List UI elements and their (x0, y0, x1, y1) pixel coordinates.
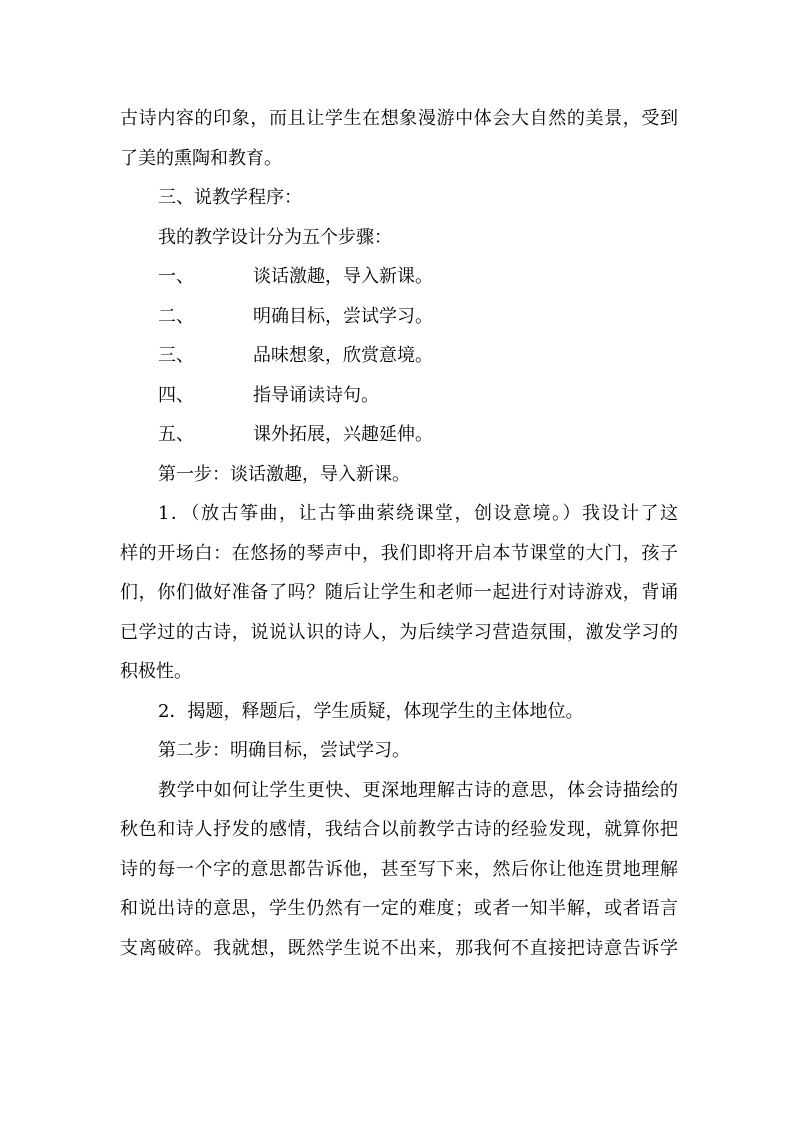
paragraph-line: 教学中如何让学生更快、更深地理解古诗的意思，体会诗描绘的 (158, 779, 678, 801)
step-number: 五、 (158, 424, 194, 445)
step-number: 一、 (158, 266, 194, 287)
paragraph-line: 秋色和诗人抒发的感情，我结合以前教学古诗的经验发现，就算你把 (120, 819, 678, 840)
step-text: 课外拓展，兴趣延伸。 (253, 424, 433, 445)
paragraph-line: 们，你们做好准备了吗？随后让学生和老师一起进行对诗游戏，背诵 (120, 582, 678, 603)
step-text: 明确目标，尝试学习。 (253, 305, 433, 327)
step-text: 谈话激趣，导入新课。 (253, 266, 433, 287)
step1-heading: 第一步：谈话激趣，导入新课。 (158, 463, 410, 485)
paragraph-line: 2．揭题，释题后，学生质疑，体现学生的主体地位。 (158, 700, 584, 722)
intro-line: 古诗内容的印象，而且让学生在想象漫游中体会大自然的美景，受到 (120, 108, 678, 129)
intro-line: 了美的熏陶和教育。 (120, 147, 282, 169)
step-list-item (120, 257, 678, 297)
step-list-item (120, 297, 678, 337)
paragraph-line: 样的开场白：在悠扬的琴声中，我们即将开启本节课堂的大门，孩子 (120, 542, 678, 564)
step-text: 指导诵读诗句。 (253, 384, 379, 406)
step-list-item (120, 376, 678, 416)
paragraph-line: 1．（放古筝曲，让古筝曲萦绕课堂，创设意境。）我设计了这 (158, 503, 678, 524)
step-text: 品味想象，欣赏意境。 (253, 345, 433, 366)
section-heading: 三、说教学程序： (158, 187, 302, 208)
paragraph-line: 支离破碎。我就想，既然学生说不出来，那我何不直接把诗意告诉学 (120, 937, 678, 959)
document-body (120, 99, 678, 968)
paragraph-line: 和说出诗的意思，学生仍然有一定的难度；或者一知半解，或者语言 (120, 898, 678, 919)
step-number: 四、 (158, 384, 194, 406)
step-list-item (120, 336, 678, 376)
step-number: 二、 (158, 305, 194, 327)
paragraph-line: 已学过的古诗，说说认识的诗人，为后续学习营造氛围，激发学习的 (120, 621, 678, 643)
step2-heading: 第二步：明确目标，尝试学习。 (158, 740, 410, 761)
design-intro: 我的教学设计分为五个步骤： (158, 226, 392, 248)
step-number: 三、 (158, 345, 194, 366)
paragraph-line: 积极性。 (120, 661, 192, 682)
paragraph-line: 诗的每一个字的意思都告诉他，甚至写下来，然后你让他连贯地理解 (120, 858, 678, 880)
step-list-item (120, 415, 678, 455)
